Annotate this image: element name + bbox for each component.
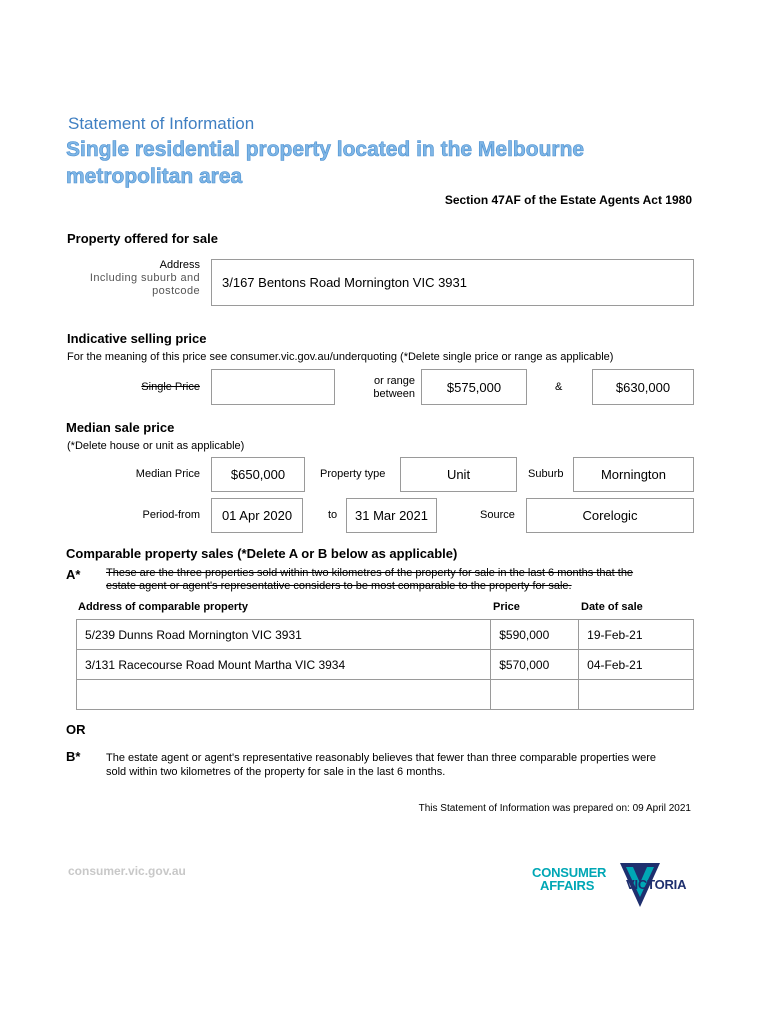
footer-website[interactable]: consumer.vic.gov.au: [68, 864, 186, 878]
property-type-label: Property type: [320, 468, 386, 480]
suburb-field[interactable]: Mornington: [573, 457, 694, 492]
option-a-text-line-1: These are the three properties sold within two kilometres of the property for sale in the last 6 months that the: [106, 567, 634, 579]
single-price-field[interactable]: [211, 369, 335, 405]
option-b-text-line-2: sold within two kilometres of the property for sale in the last 6 months.: [106, 766, 446, 778]
comp-address-cell[interactable]: 3/131 Racecourse Road Mount Martha VIC 3934: [77, 650, 491, 680]
option-b-text: [106, 751, 656, 779]
logo-text-line-1: CONSUMER: [532, 865, 607, 880]
page-title-line-1: Single residential property located in the Melbourne: [66, 138, 585, 161]
comp-price-cell[interactable]: [491, 680, 579, 710]
range-ampersand: &: [555, 381, 563, 393]
period-from-label: Period-from: [142, 509, 200, 521]
address-label-line-1: Address: [159, 259, 200, 271]
comp-price-cell[interactable]: $590,000: [491, 620, 579, 650]
comp-date-cell[interactable]: [579, 680, 694, 710]
range-label-line-1: or range: [374, 375, 415, 387]
median-price-label: Median Price: [135, 468, 200, 480]
indicative-note: For the meaning of this price see consumer.vic.gov.au/underquoting (*Delete single price or range as applicable): [67, 351, 614, 363]
table-row: [77, 650, 694, 680]
address-label: [60, 259, 200, 298]
table-row: [77, 680, 694, 710]
median-price-field[interactable]: $650,000: [211, 457, 305, 492]
range-label: [355, 375, 415, 401]
option-a-text-line-2: estate agent or agent's representative considers to be most comparable to the property for sale.: [106, 580, 572, 592]
source-label: Source: [480, 509, 515, 521]
indicative-heading: Indicative selling price: [67, 331, 207, 346]
option-a-marker: A*: [66, 567, 81, 582]
source-field[interactable]: Corelogic: [526, 498, 694, 533]
col-header-price: Price: [493, 601, 520, 613]
comp-address-cell[interactable]: [77, 680, 491, 710]
col-header-date: Date of sale: [581, 601, 643, 613]
comparable-table: [76, 619, 694, 710]
page-title-line-2: metropolitan area: [66, 165, 243, 188]
suburb-label: Suburb: [528, 468, 564, 480]
doc-type: Statement of Information: [68, 114, 255, 133]
option-b-text-line-1: The estate agent or agent's representative reasonably believes that fewer than three comparable properties were: [106, 752, 656, 764]
median-heading: Median sale price: [66, 420, 175, 435]
act-reference: Section 47AF of the Estate Agents Act 1980: [444, 193, 692, 207]
period-from-field[interactable]: 01 Apr 2020: [211, 498, 303, 533]
col-header-address: Address of comparable property: [78, 601, 248, 613]
range-high-field[interactable]: $630,000: [592, 369, 694, 405]
option-b-marker: B*: [66, 749, 81, 764]
period-to-field[interactable]: 31 Mar 2021: [346, 498, 437, 533]
range-low-field[interactable]: $575,000: [421, 369, 527, 405]
comp-date-cell[interactable]: 19-Feb-21: [579, 620, 694, 650]
consumer-affairs-victoria-logo: [530, 863, 700, 911]
option-a-text: [106, 567, 633, 593]
property-heading: Property offered for sale: [67, 231, 218, 246]
address-label-line-2: Including suburb and: [89, 272, 200, 284]
or-label: OR: [66, 722, 86, 737]
table-row: [77, 620, 694, 650]
property-type-field[interactable]: Unit: [400, 457, 517, 492]
logo-victoria-text: VICTORIA: [626, 877, 687, 892]
period-to-label: to: [328, 509, 338, 521]
range-label-line-2: between: [373, 388, 415, 400]
median-note: (*Delete house or unit as applicable): [67, 440, 245, 452]
single-price-label: Single Price: [141, 381, 200, 393]
logo-text-line-2: AFFAIRS: [540, 878, 595, 893]
comp-address-cell[interactable]: 5/239 Dunns Road Mornington VIC 3931: [77, 620, 491, 650]
comparable-heading: Comparable property sales (*Delete A or B below as applicable): [66, 546, 458, 561]
prepared-date: This Statement of Information was prepared on: 09 April 2021: [418, 803, 691, 814]
comp-price-cell[interactable]: $570,000: [491, 650, 579, 680]
comp-date-cell[interactable]: 04-Feb-21: [579, 650, 694, 680]
address-field[interactable]: 3/167 Bentons Road Mornington VIC 3931: [211, 259, 694, 306]
address-label-line-3: postcode: [152, 285, 200, 297]
